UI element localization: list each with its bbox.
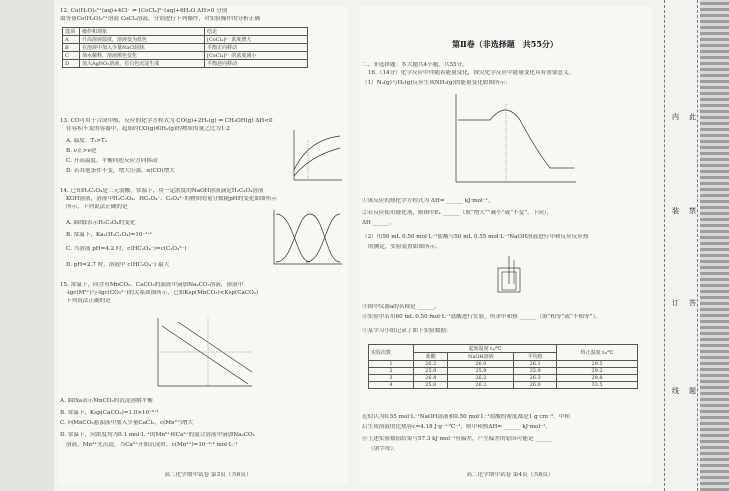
table-cell: 平衡正向移动	[205, 44, 308, 52]
right-footer: 高二化学期中试卷 第4页（共6页）	[466, 472, 554, 478]
binding-strip	[700, 0, 729, 491]
table-header: 选项	[63, 28, 80, 36]
table-header: 平均值	[514, 353, 557, 361]
q15-option-a: A. 曲线a表示MnCO₃的沉淀溶解平衡	[60, 398, 153, 404]
table-header: 操作和现象	[80, 28, 205, 36]
table-cell: 在溶液中加入少量NaCl固体	[80, 44, 205, 52]
margin-label: 装	[672, 207, 679, 215]
q15-stem: 15. 常温下，向含有MnCO₃、CaCO₃的浊液中滴加Na₂CO₃溶液，溶液中	[60, 282, 244, 288]
table-cell: 29.2	[557, 368, 638, 375]
q14-option-d: D. pH=2.7 时，溶液中 c(HC₂O₄⁻) 最大	[66, 262, 170, 268]
q16-q2-cont: ΔH ______。	[362, 220, 396, 226]
table-header: 结论	[205, 28, 308, 36]
q15-graph	[148, 312, 258, 394]
experiment-table	[368, 344, 638, 389]
margin-label: 内	[672, 113, 679, 121]
q13-graph	[288, 126, 346, 186]
q16-q7-cont: （填字母）。	[368, 446, 399, 452]
q13-option-c: C. 升高温度，平衡向逆反应方向移动	[66, 158, 158, 164]
table-header: NaOH溶液	[448, 353, 514, 361]
table-cell: 33.5	[557, 382, 638, 389]
left-footer: 高二化学期中试卷 第3页（共6页）	[164, 472, 252, 478]
table-header: 盐酸	[414, 353, 448, 361]
q16-q2: ②若反应使用催化剂，则图中E₁ ______（填“增大”“减小”或“不变”，下同），	[362, 210, 553, 216]
table-header: 实验次数	[369, 345, 414, 361]
table-cell: 25.9	[448, 368, 514, 375]
right-page	[360, 6, 652, 484]
left-margin	[0, 0, 54, 491]
q13-option-b: B. ν正>ν逆	[66, 148, 97, 154]
margin-label: 题	[689, 387, 696, 395]
margin-label: 答	[689, 299, 696, 307]
table-cell: D	[63, 60, 80, 68]
q16-part1: （1）N₂(g)与H₂(g)反应生成NH₃(g)的能量变化如图所示：	[362, 80, 511, 86]
q14-option-b: B. 常温下，Ka₁(H₂C₂O₄)=10⁻¹·²	[66, 232, 152, 238]
q16-stem: 16.（14分）化学反应中伴随着能量变化，探究化学反应中能量变化具有重要意义。	[368, 70, 575, 76]
table-cell: 4	[369, 382, 414, 389]
table-cell: 2	[369, 368, 414, 375]
table-cell: B	[63, 44, 80, 52]
q12-stem: 12. Co(H₂O)₆²⁺(aq)+4Cl⁻ ⇌ [CoCl₄]²⁻(aq)+6H₂O ΔH>0 分别	[60, 8, 228, 14]
margin-label: 禁	[689, 207, 696, 215]
energy-diagram	[450, 90, 580, 190]
margin-label: 订	[672, 299, 679, 307]
table-cell: 29.5	[557, 361, 638, 368]
table-cell: 升高溶液温度，溶液变为蓝色	[80, 36, 205, 44]
q16-q3: ③图中仪器a的名称是 ______。	[362, 304, 440, 310]
q16-q7: ⑥上述实验数值结果与57.3 kJ·mol⁻¹有偏差，产生偏差的原因可能是 ______	[362, 436, 553, 442]
q14-stem-2: KOH溶液，溶液中H₂C₂O₄、HC₂O₄⁻、C₂O₄²⁻的物质的量分数随pH的变化如图所示	[66, 196, 277, 202]
table-cell: 26.3	[514, 375, 557, 382]
table-cell: 25.9	[514, 368, 557, 375]
section-title: 第Ⅱ卷（非选择题 共55分）	[452, 40, 558, 49]
q16-part2: （2）用50 mL 0.50 mol·L⁻¹盐酸与50 mL 0.55 mol·L⁻¹NaOH溶液进行中和反应反应热	[362, 234, 589, 240]
table-cell: 3	[369, 375, 414, 382]
q16-q5: ⑤某学习小组记录了如下实验数据：	[362, 328, 452, 334]
q14-stem-3: 所示。下列说法正确的是	[66, 204, 128, 210]
seal-line	[697, 0, 699, 491]
table-cell: 26.0	[514, 382, 557, 389]
q13-stem-2: 在容积不变的容器中，起始时CO(g)和H₂(g)的物质的量之比为1:2	[66, 126, 230, 132]
q13-option-a: A. 温度：T₁>T₂	[66, 138, 108, 144]
table-cell: 1	[369, 361, 414, 368]
table-cell: 26.0	[448, 361, 514, 368]
table-cell: 25.8	[414, 382, 448, 389]
margin-label: 此	[689, 113, 696, 121]
q16-q1: ①该反应的热化学方程式为 ΔH= ______ kJ·mol⁻¹。	[362, 198, 494, 204]
table-cell: [CoCl₄]²⁻ 浓度增大	[205, 36, 308, 44]
q16-part2-cont: 的测定，实验装置如图所示。	[368, 244, 441, 250]
q14-graph	[270, 206, 346, 270]
table-header: 终止温度 t₂/℃	[557, 345, 638, 361]
q15-stem-2: -lgc(M²⁺)与-lgc(CO₃²⁻)的关系如图所示，已知Ksp(MnCO₃)<Ksp(CaCO₃)	[66, 290, 259, 296]
table-cell: 26.2	[414, 361, 448, 368]
table-cell: 加水稀释，溶液颜色变化	[80, 52, 205, 60]
q13-stem: 13. CO可用于合成甲醇，反应的化学方程式为 CO(g)+2H₂(g) ⇌ CH₃OH(g) ΔH<0	[60, 118, 273, 124]
q15-option-d-2: 溶液，Mn²⁺先沉淀，当Ca²⁺开始沉淀时，c(Mn²⁺)=10⁻²·⁴ mol·L⁻¹	[66, 442, 238, 448]
q14-option-a: A. 曲线Ⅰ表示H₂C₂O₄的变化	[66, 220, 136, 226]
table-cell: 29.8	[557, 375, 638, 382]
table-cell: [CoCl₄]²⁻ 的浓度减小	[205, 52, 308, 60]
left-page	[58, 6, 348, 484]
table-cell: 26.1	[514, 361, 557, 368]
q16-q6-cont: 后生成溶液的比热容c=4.18 J·g⁻¹·℃⁻¹，则中和热ΔH= ______ kJ·mol⁻¹。	[362, 424, 551, 430]
q14-stem: 14. 已知H₂C₂O₄是二元弱酸，常温下，用一定浓度的NaOH溶液滴定H₂C₂O₄溶液	[60, 188, 264, 194]
q15-option-c: C. 向MnCO₃悬浊液中加入少量CaCl₂，c(Mn²⁺)增大	[60, 420, 194, 426]
table-cell: 加入AgNO₃溶液，有白色沉淀生成	[80, 60, 205, 68]
cut-line	[664, 0, 666, 491]
q12-stem-2: 取等量Co(H₂O)₆²⁺溶液 CoCl₂溶液，分别进行下列操作，对实验操作的分析正确	[60, 16, 260, 22]
q15-stem-3: 下列说法正确的是	[66, 298, 111, 304]
table-cell: 26.2	[448, 375, 514, 382]
q16-q6: 近似认为0.55 mol·L⁻¹NaOH溶液和0.50 mol·L⁻¹盐酸的密度都是1 g·cm⁻³，中和	[362, 414, 570, 420]
section-instruction: 二、非选择题：本大题共4小题，共55分。	[362, 62, 468, 68]
table-cell: 26.4	[414, 375, 448, 382]
q14-option-c: C. 当溶液 pH=4.2 时，c(HC₂O₄⁻)=c(C₂O₄²⁻)	[66, 246, 187, 252]
q13-option-d: D. 若其他条件不变，增大压强，α(CO)增大	[66, 168, 175, 174]
table-cell: A	[63, 36, 80, 44]
calorimeter-diagram	[480, 254, 540, 298]
table-cell: 25.9	[414, 368, 448, 375]
q15-option-b: B. 常温下，Ksp(CaCO₃)=1.0×10⁻⁸·³	[60, 410, 159, 416]
table-header: 起始温度 t₁/℃	[414, 345, 557, 353]
q12-table	[62, 27, 308, 68]
table-cell: C	[63, 52, 80, 60]
table-cell: 平衡逆向移动	[205, 60, 308, 68]
q15-option-d: D. 常温下，向浓度均为0.1 mol·L⁻¹的Mn²⁺和Ca²⁺的混合溶液中滴加Na₂CO₃	[60, 432, 255, 438]
margin-label: 线	[672, 387, 679, 395]
q16-q4: ④实验中若用60 mL 0.50 mol·L⁻¹盐酸进行实验，所求中和热 ______（填“相等”或“不相等”）。	[362, 314, 601, 320]
table-cell: 26.2	[448, 382, 514, 389]
